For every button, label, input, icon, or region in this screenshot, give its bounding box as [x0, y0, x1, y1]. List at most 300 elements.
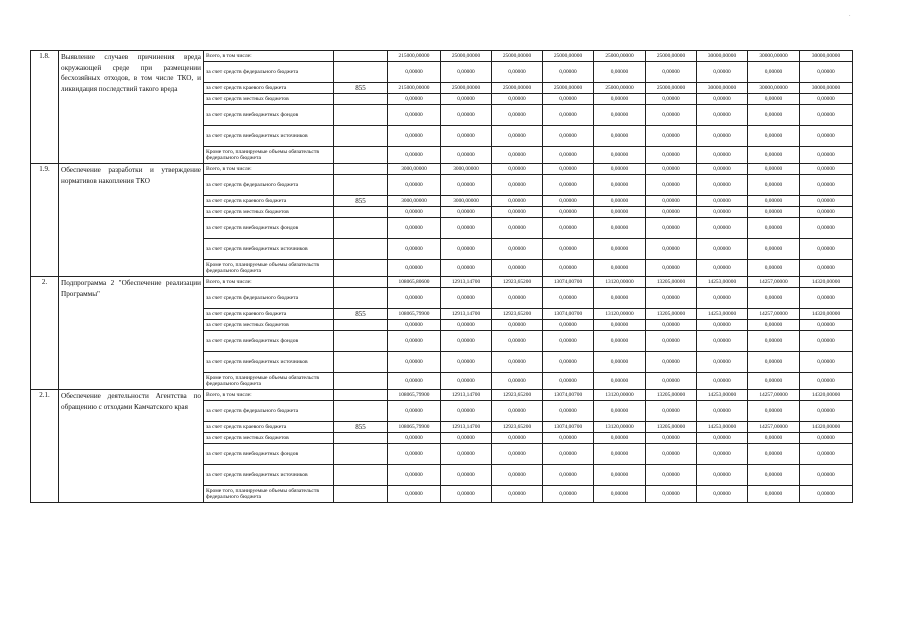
amount-cell: 30000,00000	[748, 83, 800, 94]
source-label-total: Всего, в том числе:	[204, 164, 334, 175]
amount-cell: 25000,00000	[543, 51, 594, 62]
amount-cell: 0,00000	[441, 62, 492, 83]
amount-cell: 0,00000	[492, 401, 543, 422]
amount-cell: 0,00000	[594, 147, 646, 164]
amount-cell: 0,00000	[441, 486, 492, 503]
amount-cell: 0,00000	[697, 331, 748, 352]
amount-cell: 0,00000	[646, 260, 697, 277]
amount-cell: 14320,00000	[800, 422, 853, 433]
amount-cell: 0,00000	[388, 401, 441, 422]
amount-cell: 14257,00000	[748, 309, 800, 320]
amount-cell: 0,00000	[594, 331, 646, 352]
amount-cell: 12913,14700	[441, 309, 492, 320]
amount-cell: 0,00000	[646, 196, 697, 207]
amount-cell: 0,00000	[543, 486, 594, 503]
amount-cell: 0,00000	[697, 465, 748, 486]
amount-cell: 0,00000	[441, 373, 492, 390]
amount-cell: 0,00000	[800, 373, 853, 390]
amount-cell: 25000,00000	[441, 51, 492, 62]
row-index: 1.8.	[31, 51, 59, 164]
amount-cell: 0,00000	[492, 239, 543, 260]
amount-cell: 0,00000	[543, 94, 594, 105]
amount-cell: 0,00000	[594, 239, 646, 260]
amount-cell: 13120,00000	[594, 390, 646, 401]
amount-cell: 0,00000	[697, 433, 748, 444]
table-row	[31, 51, 853, 62]
amount-cell: 13074,00700	[543, 390, 594, 401]
amount-cell: 0,00000	[594, 352, 646, 373]
source-label-federal-obligations: Кроме того, планируемые объемы обязательств федерального бюджета	[204, 373, 334, 390]
amount-cell: 0,00000	[748, 164, 800, 175]
amount-cell: 0,00000	[492, 126, 543, 147]
amount-cell: 0,00000	[646, 433, 697, 444]
amount-cell: 0,00000	[800, 218, 853, 239]
amount-cell: 0,00000	[441, 105, 492, 126]
amount-cell: 0,00000	[594, 196, 646, 207]
amount-cell: 0,00000	[748, 288, 800, 309]
amount-cell: 0,00000	[646, 352, 697, 373]
source-label-local: за счет средств местных бюджетов	[204, 207, 334, 218]
budget-code	[334, 207, 388, 218]
amount-cell: 0,00000	[543, 105, 594, 126]
amount-cell: 14253,00000	[697, 422, 748, 433]
amount-cell: 0,00000	[492, 352, 543, 373]
amount-cell: 0,00000	[748, 147, 800, 164]
amount-cell: 0,00000	[646, 444, 697, 465]
amount-cell: 13205,00000	[646, 390, 697, 401]
source-label-local: за счет средств местных бюджетов	[204, 433, 334, 444]
amount-cell: 0,00000	[748, 126, 800, 147]
amount-cell: 0,00000	[492, 147, 543, 164]
source-label-offbudget-funds: за счет средств внебюджетных фондов	[204, 331, 334, 352]
amount-cell: 0,00000	[646, 320, 697, 331]
budget-code	[334, 239, 388, 260]
amount-cell: 0,00000	[441, 126, 492, 147]
amount-cell: 0,00000	[492, 94, 543, 105]
amount-cell: 0,00000	[646, 331, 697, 352]
budget-code	[334, 218, 388, 239]
amount-cell: 0,00000	[697, 444, 748, 465]
amount-cell: 108065,80600	[388, 277, 441, 288]
amount-cell: 0,00000	[646, 147, 697, 164]
source-label-federal: за счет средств федерального бюджета	[204, 401, 334, 422]
amount-cell: 0,00000	[441, 147, 492, 164]
amount-cell: 0,00000	[646, 239, 697, 260]
amount-cell: 0,00000	[543, 320, 594, 331]
amount-cell: 0,00000	[388, 207, 441, 218]
amount-cell: 0,00000	[800, 288, 853, 309]
amount-cell: 0,00000	[388, 94, 441, 105]
source-label-regional: за счет средств краевого бюджета	[204, 83, 334, 94]
amount-cell: 0,00000	[800, 260, 853, 277]
amount-cell: 30000,00000	[697, 51, 748, 62]
amount-cell: 0,00000	[441, 444, 492, 465]
amount-cell: 0,00000	[594, 260, 646, 277]
amount-cell: 0,00000	[543, 218, 594, 239]
amount-cell: 0,00000	[748, 62, 800, 83]
amount-cell: 0,00000	[800, 352, 853, 373]
source-label-offbudget-funds: за счет средств внебюджетных фондов	[204, 444, 334, 465]
amount-cell: 12923,65200	[492, 277, 543, 288]
source-label-offbudget-sources: за счет средств внебюджетных источников	[204, 352, 334, 373]
measure-name: Обеспечение разработки и утверждение нормативов накопления ТКО	[59, 164, 204, 277]
budget-table	[30, 50, 853, 503]
amount-cell: 0,00000	[800, 486, 853, 503]
amount-cell: 108065,79900	[388, 422, 441, 433]
measure-name: Обеспечение деятельности Агентства по обращению с отходами Камчатского края	[59, 390, 204, 503]
amount-cell: 0,00000	[388, 486, 441, 503]
amount-cell: 0,00000	[697, 239, 748, 260]
source-label-total: Всего, в том числе:	[204, 51, 334, 62]
amount-cell: 0,00000	[697, 320, 748, 331]
source-label-federal: за счет средств федерального бюджета	[204, 175, 334, 196]
amount-cell: 3000,00000	[441, 164, 492, 175]
amount-cell: 0,00000	[388, 260, 441, 277]
source-label-local: за счет средств местных бюджетов	[204, 94, 334, 105]
amount-cell: 0,00000	[492, 260, 543, 277]
amount-cell: 0,00000	[646, 288, 697, 309]
budget-code	[334, 62, 388, 83]
amount-cell: 0,00000	[748, 465, 800, 486]
amount-cell: 0,00000	[441, 94, 492, 105]
amount-cell: 0,00000	[748, 352, 800, 373]
source-label-offbudget-sources: за счет средств внебюджетных источников	[204, 239, 334, 260]
amount-cell: 0,00000	[697, 288, 748, 309]
amount-cell: 0,00000	[800, 164, 853, 175]
amount-cell: 0,00000	[492, 164, 543, 175]
amount-cell: 0,00000	[697, 62, 748, 83]
budget-code	[334, 465, 388, 486]
amount-cell: 0,00000	[594, 288, 646, 309]
amount-cell: 0,00000	[748, 486, 800, 503]
amount-cell: 0,00000	[543, 207, 594, 218]
amount-cell: 0,00000	[543, 433, 594, 444]
amount-cell: 0,00000	[594, 373, 646, 390]
amount-cell: 30000,00000	[800, 83, 853, 94]
amount-cell: 14320,00000	[800, 309, 853, 320]
amount-cell: 0,00000	[748, 401, 800, 422]
amount-cell: 0,00000	[594, 465, 646, 486]
amount-cell: 0,00000	[748, 433, 800, 444]
budget-code	[334, 277, 388, 288]
budget-code: 855	[334, 309, 388, 320]
amount-cell: 0,00000	[492, 486, 543, 503]
amount-cell: 108065,79900	[388, 390, 441, 401]
amount-cell: 0,00000	[800, 331, 853, 352]
source-label-offbudget-sources: за счет средств внебюджетных источников	[204, 465, 334, 486]
amount-cell: 13205,00000	[646, 422, 697, 433]
row-index: 1.9.	[31, 164, 59, 277]
amount-cell: 0,00000	[646, 401, 697, 422]
amount-cell: 25000,00000	[646, 51, 697, 62]
amount-cell: 0,00000	[492, 373, 543, 390]
budget-code	[334, 260, 388, 277]
amount-cell: 0,00000	[800, 175, 853, 196]
amount-cell: 0,00000	[388, 147, 441, 164]
amount-cell: 25000,00000	[441, 83, 492, 94]
source-label-regional: за счет средств краевого бюджета	[204, 422, 334, 433]
amount-cell: 0,00000	[594, 218, 646, 239]
amount-cell: 0,00000	[646, 105, 697, 126]
source-label-offbudget-funds: за счет средств внебюджетных фондов	[204, 218, 334, 239]
amount-cell: 0,00000	[800, 207, 853, 218]
amount-cell: 0,00000	[697, 94, 748, 105]
amount-cell: 0,00000	[697, 218, 748, 239]
source-label-federal-obligations: Кроме того, планируемые объемы обязательств федерального бюджета	[204, 486, 334, 503]
budget-code	[334, 126, 388, 147]
amount-cell: 0,00000	[492, 465, 543, 486]
amount-cell: 0,00000	[800, 401, 853, 422]
amount-cell: 12913,14700	[441, 277, 492, 288]
budget-code: 855	[334, 83, 388, 94]
amount-cell: 0,00000	[441, 218, 492, 239]
amount-cell: 25000,00000	[594, 51, 646, 62]
amount-cell: 0,00000	[646, 486, 697, 503]
amount-cell: 13074,00700	[543, 422, 594, 433]
budget-code	[334, 444, 388, 465]
amount-cell: 0,00000	[646, 62, 697, 83]
amount-cell: 0,00000	[388, 373, 441, 390]
amount-cell: 0,00000	[388, 105, 441, 126]
amount-cell: 0,00000	[594, 320, 646, 331]
amount-cell: 14253,00000	[697, 309, 748, 320]
budget-code	[334, 105, 388, 126]
amount-cell: 0,00000	[800, 320, 853, 331]
budget-code	[334, 390, 388, 401]
amount-cell: 14257,00000	[748, 390, 800, 401]
amount-cell: 0,00000	[543, 147, 594, 164]
amount-cell: 0,00000	[388, 175, 441, 196]
source-label-federal-obligations: Кроме того, планируемые объемы обязательств федерального бюджета	[204, 147, 334, 164]
amount-cell: 0,00000	[492, 196, 543, 207]
amount-cell: 0,00000	[748, 105, 800, 126]
amount-cell: 30000,00000	[748, 51, 800, 62]
amount-cell: 0,00000	[646, 94, 697, 105]
amount-cell: 30000,00000	[697, 83, 748, 94]
amount-cell: 0,00000	[543, 331, 594, 352]
amount-cell: 0,00000	[543, 401, 594, 422]
amount-cell: 0,00000	[543, 126, 594, 147]
budget-code: 855	[334, 422, 388, 433]
amount-cell: 0,00000	[748, 196, 800, 207]
amount-cell: 0,00000	[748, 373, 800, 390]
amount-cell: 12923,65200	[492, 422, 543, 433]
amount-cell: 0,00000	[492, 444, 543, 465]
budget-code	[334, 401, 388, 422]
amount-cell: 0,00000	[646, 465, 697, 486]
amount-cell: 25000,00000	[646, 83, 697, 94]
table-row	[31, 277, 853, 288]
amount-cell: 0,00000	[594, 105, 646, 126]
amount-cell: 0,00000	[441, 331, 492, 352]
amount-cell: 0,00000	[543, 239, 594, 260]
amount-cell: 215000,00000	[388, 51, 441, 62]
budget-code	[334, 433, 388, 444]
amount-cell: 0,00000	[388, 239, 441, 260]
amount-cell: 0,00000	[594, 401, 646, 422]
row-index: 2.1.	[31, 390, 59, 503]
budget-code	[334, 147, 388, 164]
source-label-offbudget-sources: за счет средств внебюджетных источников	[204, 126, 334, 147]
amount-cell: 3000,00000	[388, 164, 441, 175]
amount-cell: 0,00000	[388, 126, 441, 147]
measure-name: Подпрограмма 2 "Обеспечение реализации Программы"	[59, 277, 204, 390]
amount-cell: 0,00000	[594, 486, 646, 503]
budget-code	[334, 94, 388, 105]
amount-cell: 0,00000	[388, 320, 441, 331]
amount-cell: 0,00000	[800, 147, 853, 164]
amount-cell: 0,00000	[594, 207, 646, 218]
amount-cell: 0,00000	[543, 288, 594, 309]
amount-cell: 0,00000	[697, 486, 748, 503]
amount-cell: 0,00000	[543, 164, 594, 175]
amount-cell: 13074,00700	[543, 309, 594, 320]
amount-cell: 0,00000	[594, 126, 646, 147]
amount-cell: 0,00000	[441, 465, 492, 486]
amount-cell: 0,00000	[800, 62, 853, 83]
amount-cell: 0,00000	[441, 239, 492, 260]
source-label-total: Всего, в том числе:	[204, 390, 334, 401]
amount-cell: 0,00000	[492, 218, 543, 239]
table-row	[31, 164, 853, 175]
amount-cell: 0,00000	[697, 126, 748, 147]
amount-cell: 0,00000	[388, 288, 441, 309]
amount-cell: 0,00000	[697, 196, 748, 207]
source-label-federal-obligations: Кроме того, планируемые объемы обязательств федерального бюджета	[204, 260, 334, 277]
amount-cell: 0,00000	[492, 207, 543, 218]
amount-cell: 0,00000	[748, 320, 800, 331]
amount-cell: 0,00000	[492, 105, 543, 126]
amount-cell: 0,00000	[543, 62, 594, 83]
amount-cell: 0,00000	[748, 239, 800, 260]
table-row	[31, 390, 853, 401]
amount-cell: 13120,00000	[594, 422, 646, 433]
amount-cell: 0,00000	[388, 62, 441, 83]
source-label-federal: за счет средств федерального бюджета	[204, 288, 334, 309]
amount-cell: 14253,00000	[697, 277, 748, 288]
amount-cell: 0,00000	[800, 433, 853, 444]
source-label-regional: за счет средств краевого бюджета	[204, 309, 334, 320]
amount-cell: 108065,79900	[388, 309, 441, 320]
source-label-regional: за счет средств краевого бюджета	[204, 196, 334, 207]
amount-cell: 3000,00000	[441, 196, 492, 207]
amount-cell: 0,00000	[697, 352, 748, 373]
amount-cell: 0,00000	[543, 260, 594, 277]
row-index: 2.	[31, 277, 59, 390]
amount-cell: 0,00000	[594, 433, 646, 444]
amount-cell: 0,00000	[800, 196, 853, 207]
amount-cell: 0,00000	[800, 126, 853, 147]
amount-cell: 0,00000	[543, 444, 594, 465]
amount-cell: 25000,00000	[594, 83, 646, 94]
amount-cell: 0,00000	[492, 288, 543, 309]
budget-code	[334, 164, 388, 175]
amount-cell: 0,00000	[492, 320, 543, 331]
amount-cell: 14257,00000	[748, 422, 800, 433]
source-label-local: за счет средств местных бюджетов	[204, 320, 334, 331]
amount-cell: 25000,00000	[492, 51, 543, 62]
source-label-total: Всего, в том числе:	[204, 277, 334, 288]
amount-cell: 0,00000	[594, 164, 646, 175]
amount-cell: 12923,65200	[492, 309, 543, 320]
amount-cell: 0,00000	[697, 260, 748, 277]
amount-cell: 0,00000	[594, 94, 646, 105]
amount-cell: 0,00000	[748, 207, 800, 218]
amount-cell: 0,00000	[800, 465, 853, 486]
amount-cell: 0,00000	[594, 62, 646, 83]
budget-code	[334, 373, 388, 390]
amount-cell: 13120,00000	[594, 277, 646, 288]
amount-cell: 0,00000	[646, 175, 697, 196]
amount-cell: 0,00000	[646, 218, 697, 239]
amount-cell: 0,00000	[441, 433, 492, 444]
source-label-federal: за счет средств федерального бюджета	[204, 62, 334, 83]
amount-cell: 0,00000	[441, 401, 492, 422]
amount-cell: 14253,00000	[697, 390, 748, 401]
budget-code	[334, 175, 388, 196]
amount-cell: 0,00000	[441, 288, 492, 309]
amount-cell: 0,00000	[388, 331, 441, 352]
amount-cell: 0,00000	[492, 331, 543, 352]
amount-cell: 13074,00700	[543, 277, 594, 288]
amount-cell: 0,00000	[388, 465, 441, 486]
budget-code: 855	[334, 196, 388, 207]
amount-cell: 0,00000	[594, 444, 646, 465]
amount-cell: 12923,65200	[492, 390, 543, 401]
amount-cell: 14320,00000	[800, 277, 853, 288]
amount-cell: 0,00000	[800, 444, 853, 465]
amount-cell: 0,00000	[748, 260, 800, 277]
amount-cell: 0,00000	[697, 175, 748, 196]
amount-cell: 0,00000	[697, 164, 748, 175]
amount-cell: 0,00000	[543, 196, 594, 207]
amount-cell: 0,00000	[388, 444, 441, 465]
amount-cell: 0,00000	[388, 433, 441, 444]
amount-cell: 0,00000	[441, 320, 492, 331]
measure-name: Выявление случаев причинения вреда окружающей среде при размещении бесхозяйных отходов, в том числе ТКО, и ликвидация последствий такого вреда	[59, 51, 204, 164]
amount-cell: 0,00000	[748, 218, 800, 239]
budget-code	[334, 352, 388, 373]
amount-cell: 0,00000	[594, 175, 646, 196]
amount-cell: 30000,00000	[800, 51, 853, 62]
amount-cell: 0,00000	[697, 401, 748, 422]
amount-cell: 0,00000	[697, 207, 748, 218]
amount-cell: 0,00000	[388, 218, 441, 239]
budget-code	[334, 51, 388, 62]
corner-mark: .	[849, 12, 851, 18]
amount-cell: 0,00000	[748, 175, 800, 196]
amount-cell: 13205,00000	[646, 277, 697, 288]
amount-cell: 0,00000	[748, 444, 800, 465]
source-label-offbudget-funds: за счет средств внебюджетных фондов	[204, 105, 334, 126]
budget-code	[334, 288, 388, 309]
amount-cell: 0,00000	[646, 207, 697, 218]
budget-code	[334, 320, 388, 331]
amount-cell: 0,00000	[441, 175, 492, 196]
amount-cell: 14320,00000	[800, 390, 853, 401]
amount-cell: 0,00000	[800, 239, 853, 260]
amount-cell: 0,00000	[492, 433, 543, 444]
budget-code	[334, 331, 388, 352]
amount-cell: 13120,00000	[594, 309, 646, 320]
amount-cell: 12913,14700	[441, 390, 492, 401]
amount-cell: 0,00000	[748, 331, 800, 352]
amount-cell: 0,00000	[543, 352, 594, 373]
amount-cell: 14257,00000	[748, 277, 800, 288]
amount-cell: 0,00000	[492, 175, 543, 196]
amount-cell: 0,00000	[646, 126, 697, 147]
amount-cell: 0,00000	[441, 207, 492, 218]
